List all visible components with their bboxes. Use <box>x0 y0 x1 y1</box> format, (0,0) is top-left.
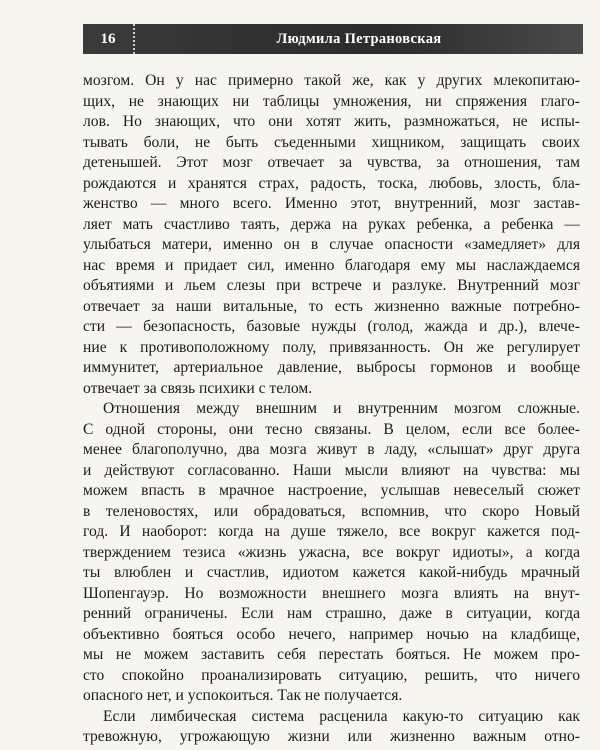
text-line: Если лимбическая система расценила какую-то ситуацию как <box>103 707 580 725</box>
text-line: щих, не знающих ни таблицы умножения, ни спряжения глаго- <box>83 92 580 110</box>
text-line: Отношения между внешним и внутренним мозгом сложные. <box>103 400 580 417</box>
text-line: опасного нет, и успокоиться. Так не получается. <box>83 687 403 704</box>
text-line: ты влюблен и счастлив, идиотом кажется какой-нибудь мрачный <box>83 564 580 581</box>
text-line: тревожную, угрожающую жизни или жизненно важным отно- <box>83 728 580 745</box>
page-number: 16 <box>100 30 116 47</box>
text-line: и действуют согласованно. Наши мысли влияют на чувства: мы <box>83 461 580 479</box>
text-line: С одной стороны, они тесно связаны. В целом, если все более- <box>83 420 580 438</box>
text-line: Шопенгауэр. Но возможности внешнего мозга влиять на внут- <box>83 584 580 602</box>
text-line: в теленовостях, или обрадоваться, вспомнив, что скоро Новый <box>83 502 580 520</box>
text-line: объективно бояться особо нечего, например ночью на кладбище, <box>83 625 580 643</box>
text-line: можем впасть в мрачное настроение, услышав невеселый сюжет <box>83 482 580 499</box>
text-line: год. И наоборот: когда на душе тяжело, все вокруг кажется под- <box>83 523 580 540</box>
text-line: улыбаться матери, именно он в случае опасности «замедляет» для <box>83 236 580 253</box>
text-line: мозгом. Он у нас примерно такой же, как у других млекопитаю- <box>83 72 580 89</box>
text-line: ляет мать счастливо таять, держа на руках ребенка, а ребенка — <box>83 215 580 233</box>
text-line: тверждением тезиса «жизнь ужасна, все вокруг идиоты», а когда <box>83 543 580 561</box>
text-line: женство — много всего. Именно этот, внутренний, мозг застав- <box>83 195 580 212</box>
text-line: ние к противоположному полу, привязанность. Он же регулирует <box>83 338 580 356</box>
text-line: тывать боли, не быть съеденными хищником, защищать своих <box>83 133 580 151</box>
text-line: сто спокойно проанализировать ситуацию, решить, что ничего <box>83 666 580 684</box>
text-line: сти — безопасность, базовые нужды (голод, жажда и др.), влече- <box>83 318 580 335</box>
body-text <box>83 71 580 748</box>
text-line: объятиями и льем слезы при встрече и разлуке. Внутренний мозг <box>83 277 580 294</box>
text-line: менее благополучно, два мозга живут в ладу, «слышат» друг друга <box>83 441 580 458</box>
running-head-author: Людмила Петрановская <box>276 30 442 47</box>
text-line: детенышей. Этот мозг отвечает за чувства, за отношения, там <box>83 154 580 171</box>
text-line: иммунитет, артериальное давление, выбросы гормонов и вообще <box>83 359 580 376</box>
text-line: отвечает за наши витальные, то есть жизненно важные потребно- <box>83 297 580 315</box>
text-line: рождаются и хранятся страх, радость, тоска, любовь, злость, бла- <box>83 174 580 192</box>
text-line: ренний ограничены. Если нам страшно, даже в ситуации, когда <box>83 605 580 622</box>
page-header <box>83 24 583 54</box>
text-line: отвечает за связь психики с телом. <box>83 379 313 397</box>
text-line: лов. Но знающих, что они хотят жить, размножаться, не испы- <box>83 113 580 130</box>
text-line: мы не можем заставить себя перестать бояться. Не можем про- <box>83 646 580 663</box>
text-line: нас время и придает сил, именно благодаря ему мы наслаждаемся <box>83 256 580 274</box>
